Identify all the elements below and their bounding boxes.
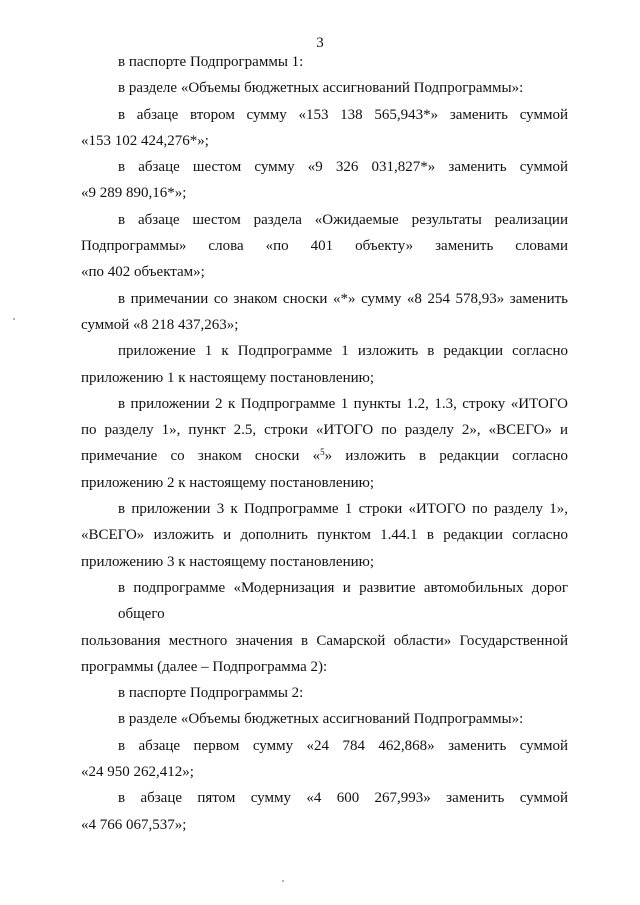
paragraph: [81, 733, 568, 786]
paragraph-line: в приложении 2 к Подпрограмме 1 пункты 1.2, 1.3, строку «ИТОГО: [118, 395, 568, 412]
paragraph: [81, 391, 568, 496]
paragraph-line: в абзаце пятом сумму «4 600 267,993» заменить суммой: [118, 790, 568, 807]
footnote-mark: 5: [320, 447, 325, 458]
paragraph-line: «4 766 067,537»;: [81, 816, 187, 833]
scan-speck: [13, 318, 15, 320]
paragraph-line: приложение 1 к Подпрограмме 1 изложить в редакции согласно: [118, 343, 568, 360]
line-segment: примечание со знаком сноски «: [81, 448, 321, 465]
paragraph: [81, 496, 568, 575]
paragraph-line: «24 950 262,412»;: [81, 764, 194, 781]
paragraph: [81, 785, 568, 838]
paragraph: [81, 49, 568, 75]
paragraph-line: «9 289 890,16*»;: [81, 185, 187, 202]
paragraph-line: в абзаце шестом сумму «9 326 031,827*» заменить суммой: [118, 159, 568, 176]
paragraph-line: Подпрограммы» слова «по 401 объекту» заменить словами: [81, 238, 568, 255]
paragraph-line: приложению 1 к настоящему постановлению;: [81, 369, 374, 386]
paragraph: [81, 207, 568, 286]
paragraph-line: программы (далее – Подпрограмма 2):: [81, 658, 328, 675]
paragraph-line: в абзаце первом сумму «24 784 462,868» заменить суммой: [118, 737, 568, 754]
paragraph: [81, 102, 568, 155]
paragraph: [81, 680, 568, 706]
paragraph: [81, 286, 568, 339]
paragraph-line: в абзаце шестом раздела «Ожидаемые результаты реализации: [118, 211, 568, 228]
paragraph-line: «ВСЕГО» изложить и дополнить пунктом 1.44.1 в редакции согласно: [81, 527, 568, 544]
paragraph-line: в приложении 3 к Подпрограмме 1 строки «ИТОГО по разделу 1»,: [118, 501, 568, 518]
page-number: 3: [316, 35, 324, 51]
paragraph-line: в примечании со знаком сноски «*» сумму «8 254 578,93» заменить: [118, 290, 568, 307]
paragraph-line: «153 102 424,276*»;: [81, 132, 209, 149]
paragraph: [81, 338, 568, 391]
paragraph-line: в подпрограмме «Модернизация и развитие автомобильных дорог общего: [118, 579, 568, 623]
document-body: [81, 49, 568, 838]
paragraph: [81, 575, 568, 680]
scan-speck: [282, 880, 284, 882]
paragraph-line: [81, 443, 568, 469]
paragraph-line: в абзаце втором сумму «153 138 565,943*» заменить суммой: [118, 106, 568, 123]
paragraph-line: в разделе «Объемы бюджетных ассигнований Подпрограммы»:: [118, 711, 524, 728]
paragraph-line: суммой «8 218 437,263»;: [81, 316, 239, 333]
paragraph-line: в паспорте Подпрограммы 1:: [118, 54, 304, 70]
paragraph: [81, 154, 568, 207]
paragraph-line: в паспорте Подпрограммы 2:: [118, 685, 304, 702]
paragraph-line: приложению 2 к настоящему постановлению;: [81, 474, 374, 491]
paragraph-line: пользования местного значения в Самарской области» Государственной: [81, 632, 568, 649]
paragraph-line: по разделу 1», пункт 2.5, строки «ИТОГО по разделу 2», «ВСЕГО» и: [81, 422, 568, 439]
paragraph: [81, 75, 568, 101]
line-segment: » изложить в редакции согласно: [324, 448, 568, 465]
paragraph-line: в разделе «Объемы бюджетных ассигнований Подпрограммы»:: [118, 80, 524, 97]
paragraph-line: «по 402 объектам»;: [81, 264, 205, 281]
paragraph: [81, 706, 568, 732]
paragraph-line: приложению 3 к настоящему постановлению;: [81, 553, 374, 570]
